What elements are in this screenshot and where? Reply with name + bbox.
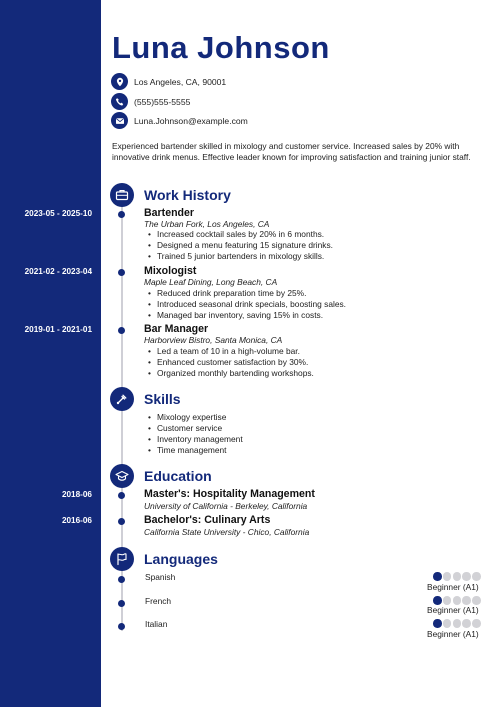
job-bullet: • Managed bar inventory, saving 15% in costs. xyxy=(148,310,323,320)
section-title-education: Education xyxy=(144,468,212,484)
timeline-dot xyxy=(118,576,125,583)
job-bullet: • Introduced seasonal drink specials, boosting sales. xyxy=(148,299,346,309)
language-level: Beginner (A1) xyxy=(427,582,479,592)
language-rating xyxy=(433,596,482,605)
job-bullet: • Reduced drink preparation time by 25%. xyxy=(148,288,306,298)
email-text: Luna.Johnson@example.com xyxy=(134,115,248,126)
rating-dot-empty xyxy=(472,572,481,581)
rating-dot-empty xyxy=(443,572,452,581)
job-company: Maple Leaf Dining, Long Beach, CA xyxy=(144,277,278,287)
rating-dot-filled xyxy=(433,619,442,628)
language-name: Spanish xyxy=(145,572,176,582)
briefcase-icon xyxy=(110,183,134,207)
language-rating xyxy=(433,619,482,628)
job-dates: 2021-02 - 2023-04 xyxy=(24,267,92,276)
job-bullet: • Trained 5 junior bartenders in mixology skills. xyxy=(148,251,324,261)
education-date: 2016-06 xyxy=(61,516,92,525)
rating-dot-empty xyxy=(453,619,462,628)
timeline-dot xyxy=(118,327,125,334)
rating-dot-empty xyxy=(472,619,481,628)
rating-dot-empty xyxy=(462,572,471,581)
job-title: Bar Manager xyxy=(144,323,209,335)
timeline-dot xyxy=(118,600,125,607)
email-icon xyxy=(111,112,128,129)
phone-icon xyxy=(111,93,128,110)
section-title-skills: Skills xyxy=(144,391,181,407)
skills-icon xyxy=(110,387,134,411)
language-name: Italian xyxy=(145,619,168,629)
job-title: Bartender xyxy=(144,207,195,219)
section-title-work-history: Work History xyxy=(144,187,231,203)
graduation-cap-icon xyxy=(110,464,134,488)
language-level: Beginner (A1) xyxy=(427,629,479,639)
language-name: French xyxy=(145,596,172,606)
job-title: Mixologist xyxy=(144,265,197,277)
rating-dot-empty xyxy=(462,619,471,628)
job-bullet: • Led a team of 10 in a high-volume bar. xyxy=(148,346,300,356)
job-bullet: • Enhanced customer satisfaction by 30%. xyxy=(148,357,308,367)
address-text: Los Angeles, CA, 90001 xyxy=(134,76,227,87)
education-school: California State University - Chico, California xyxy=(144,527,310,537)
job-bullet: • Designed a menu featuring 15 signature drinks. xyxy=(148,240,333,250)
language-level: Beginner (A1) xyxy=(427,605,479,615)
timeline-dot xyxy=(118,269,125,276)
rating-dot-filled xyxy=(433,572,442,581)
phone-text: (555)555-5555 xyxy=(134,96,191,107)
rating-dot-empty xyxy=(443,596,452,605)
language-rating xyxy=(433,572,482,581)
skill-item: • Time management xyxy=(148,445,227,455)
section-title-languages: Languages xyxy=(144,551,218,567)
location-pin-icon xyxy=(111,73,128,90)
job-dates: 2023-05 - 2025-10 xyxy=(24,209,92,218)
skill-item: • Inventory management xyxy=(148,434,243,444)
rating-dot-empty xyxy=(453,596,462,605)
education-date: 2018-06 xyxy=(61,490,92,499)
timeline-dot xyxy=(118,492,125,499)
education-school: University of California - Berkeley, California xyxy=(144,501,308,511)
contact-address xyxy=(111,73,226,90)
rating-dot-empty xyxy=(472,596,481,605)
contact-phone xyxy=(111,93,190,110)
skill-item: • Customer service xyxy=(148,423,222,433)
job-bullet: • Increased cocktail sales by 20% in 6 months. xyxy=(148,229,324,239)
contact-email xyxy=(111,112,248,129)
left-sidebar xyxy=(0,0,101,707)
rating-dot-empty xyxy=(453,572,462,581)
timeline-dot xyxy=(118,623,125,630)
rating-dot-empty xyxy=(462,596,471,605)
job-company: Harborview Bistro, Santa Monica, CA xyxy=(144,335,283,345)
job-company: The Urban Fork, Los Angeles, CA xyxy=(144,219,270,229)
job-dates: 2019-01 - 2021-01 xyxy=(24,325,92,334)
skill-item: • Mixology expertise xyxy=(148,412,226,422)
candidate-name: Luna Johnson xyxy=(112,30,330,65)
education-degree: Master's: Hospitality Management xyxy=(144,488,315,500)
rating-dot-empty xyxy=(443,619,452,628)
timeline-dot xyxy=(118,211,125,218)
flag-icon xyxy=(110,547,134,571)
job-bullet: • Organized monthly bartending workshops. xyxy=(148,368,314,378)
timeline-dot xyxy=(118,518,125,525)
education-degree: Bachelor's: Culinary Arts xyxy=(144,514,271,526)
rating-dot-filled xyxy=(433,596,442,605)
professional-summary: Experienced bartender skilled in mixology and customer service. Increased sales by 20% with innovative drink menus. Effective leader known for improving satisfaction and training junior staff. xyxy=(112,141,471,163)
